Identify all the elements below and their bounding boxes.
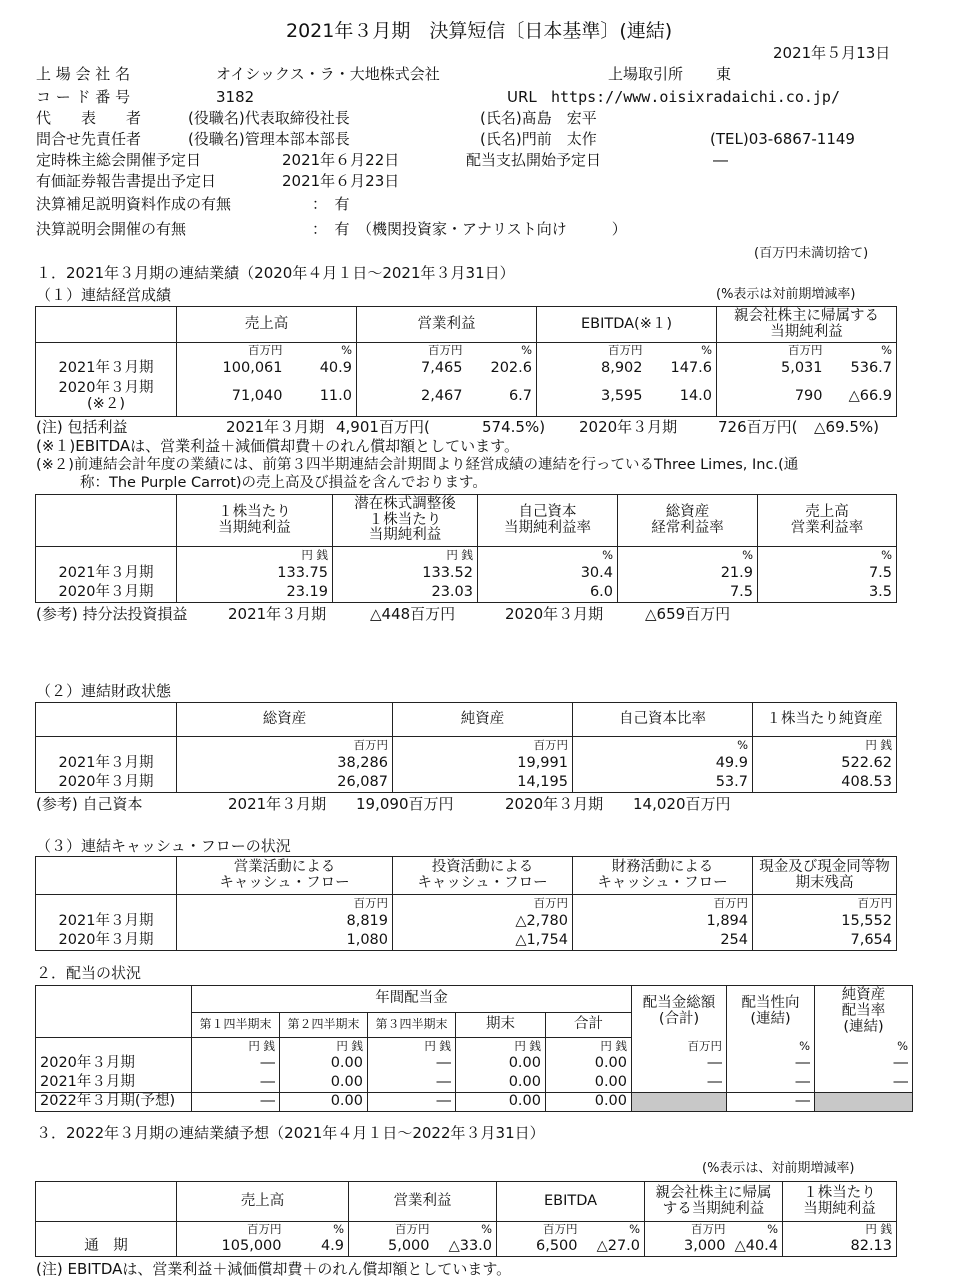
unit-cell: 百万円 bbox=[177, 895, 393, 913]
contact-label: 問合せ先責任者 bbox=[36, 130, 142, 148]
header-total-assets: 総資産 bbox=[177, 703, 393, 737]
unit-cell: % bbox=[827, 343, 897, 359]
listed-name: オイシックス・ラ・大地株式会社 bbox=[216, 65, 440, 83]
header-net-income-line1: 親会社株主に帰属する bbox=[734, 307, 880, 324]
ref-equity-value2: 14,020百万円 bbox=[633, 795, 731, 813]
unit-cell: 百万円 bbox=[177, 343, 287, 359]
value-cell: 14.0 bbox=[647, 379, 717, 417]
table-row bbox=[36, 774, 897, 793]
note-comprehensive-income-year2: 2020年３月期 bbox=[579, 418, 678, 436]
unit-cell: 円 銭 bbox=[783, 1222, 897, 1238]
value-cell: 790 bbox=[717, 379, 827, 417]
row-label: 2020年３月期 bbox=[36, 584, 177, 603]
unit-cell: % bbox=[730, 1222, 783, 1238]
exchange-label: 上場取引所 bbox=[608, 65, 684, 83]
value-cell: 6,500 bbox=[497, 1238, 582, 1257]
value-cell: 26,087 bbox=[177, 774, 393, 793]
note-comprehensive-income-pct1: 574.5%) bbox=[482, 418, 546, 436]
value-cell: 7,465 bbox=[357, 359, 467, 379]
header-line: 財務活動による bbox=[611, 858, 714, 875]
value-cell: 522.62 bbox=[753, 755, 897, 774]
ref-equity-method-year2: 2020年３月期 bbox=[505, 605, 604, 623]
value-cell: 5,031 bbox=[717, 359, 827, 379]
table-row bbox=[36, 932, 897, 951]
ref-equity-year1: 2021年３月期 bbox=[228, 795, 327, 813]
corner-cell bbox=[36, 307, 177, 343]
unit-cell: 百万円 bbox=[177, 1222, 286, 1238]
value-cell: 53.7 bbox=[573, 774, 753, 793]
unit-cell: 百万円 bbox=[177, 737, 393, 755]
ref-equity-method-label: (参考) 持分法投資損益 bbox=[36, 605, 188, 623]
header-sales: 売上高 bbox=[177, 1182, 349, 1222]
row-label-line1: 2020年３月期 bbox=[58, 380, 154, 397]
table-row bbox=[36, 1238, 897, 1257]
value-cell: ― bbox=[727, 1055, 815, 1074]
code: 3182 bbox=[216, 88, 255, 106]
rep-label: 代 表 者 bbox=[36, 109, 142, 127]
value-cell: 0.00 bbox=[280, 1093, 368, 1112]
header-line: する当期純利益 bbox=[662, 1200, 765, 1217]
header-roa bbox=[618, 495, 758, 547]
section3-pct-note: (%表示は、対前期増減率) bbox=[702, 1161, 855, 1176]
row-label bbox=[36, 379, 177, 417]
unit-cell: 百万円 bbox=[717, 343, 827, 359]
value-cell: 1,080 bbox=[177, 932, 393, 951]
shaded-cell bbox=[632, 1093, 727, 1112]
row-label: 2020年３月期 bbox=[36, 774, 177, 793]
table-row bbox=[36, 359, 897, 379]
unit-note: (百万円未満切捨て) bbox=[754, 246, 869, 261]
header-line: (連結) bbox=[843, 1018, 884, 1035]
code-label: コ ー ド 番 号 bbox=[36, 88, 131, 106]
table-row-forecast bbox=[36, 1093, 913, 1112]
dividends-table bbox=[35, 985, 913, 1112]
unit-cell: % bbox=[647, 343, 717, 359]
header-line: 営業利益率 bbox=[790, 519, 864, 536]
unit-cell: 百万円 bbox=[632, 1038, 727, 1055]
row-label: 2020年３月期 bbox=[36, 932, 177, 951]
unit-cell: 百万円 bbox=[349, 1222, 434, 1238]
header-q3: 第３四半期末 bbox=[368, 1013, 456, 1038]
value-cell: 3,595 bbox=[537, 379, 647, 417]
rep-name: (氏名)髙島 宏平 bbox=[480, 109, 597, 127]
note-prior-year-a: (※２)前連結会計年度の業績には、前第３四半期連結会計期間より経営成績の連結を行っているThree Limes, Inc.(通 bbox=[36, 457, 799, 473]
unit-cell: 円 銭 bbox=[753, 737, 897, 755]
value-cell: 8,902 bbox=[537, 359, 647, 379]
header-line: 期末残高 bbox=[795, 874, 854, 891]
forecast-table bbox=[35, 1181, 897, 1257]
unit-cell: 円 銭 bbox=[456, 1038, 546, 1055]
value-cell: 8,819 bbox=[177, 913, 393, 932]
header-eps bbox=[783, 1182, 897, 1222]
unit-cell: % bbox=[618, 547, 758, 565]
unit-cell: % bbox=[467, 343, 537, 359]
header-total-dividend bbox=[632, 986, 727, 1038]
row-label: 2021年３月期 bbox=[36, 913, 177, 932]
row-label: 2021年３月期 bbox=[36, 359, 177, 379]
exchange: 東 bbox=[716, 65, 732, 83]
value-cell: 38,286 bbox=[177, 755, 393, 774]
section2-title: ２．配当の状況 bbox=[36, 964, 142, 982]
agm-date: 2021年６月22日 bbox=[282, 151, 400, 169]
pct-note: (%表示は対前期増減率) bbox=[716, 287, 856, 302]
contact-tel: (TEL)03-6867-1149 bbox=[710, 130, 855, 148]
row-label: 2021年３月期 bbox=[36, 1074, 192, 1093]
value-cell: 133.52 bbox=[333, 565, 478, 584]
ref-equity-label: (参考) 自己資本 bbox=[36, 795, 143, 813]
header-line: 潜在株式調整後 bbox=[354, 495, 456, 512]
value-cell: 2,467 bbox=[357, 379, 467, 417]
unit-cell: % bbox=[758, 547, 897, 565]
table-row bbox=[36, 755, 897, 774]
financial-position-table bbox=[35, 702, 897, 793]
header-cash-end bbox=[753, 857, 897, 895]
value-cell: 7.5 bbox=[758, 565, 897, 584]
value-cell: 254 bbox=[573, 932, 753, 951]
value-cell: 14,195 bbox=[393, 774, 573, 793]
header-year-end: 期末 bbox=[456, 1013, 546, 1038]
per-share-table bbox=[35, 494, 897, 603]
note-comprehensive-income-value2: 726百万円( bbox=[718, 418, 798, 436]
value-cell: 23.03 bbox=[333, 584, 478, 603]
header-line: 親会社株主に帰属 bbox=[655, 1184, 772, 1201]
value-cell: 11.0 bbox=[287, 379, 357, 417]
header-operating-cf bbox=[177, 857, 393, 895]
header-ebitda: EBITDA(※１) bbox=[537, 307, 717, 343]
header-investing-cf bbox=[393, 857, 573, 895]
table-row bbox=[36, 379, 897, 417]
value-cell: ― bbox=[815, 1074, 913, 1093]
table-row bbox=[36, 1055, 913, 1074]
ref-equity-year2: 2020年３月期 bbox=[505, 795, 604, 813]
note-comprehensive-income-year1: 2021年３月期 bbox=[226, 418, 325, 436]
value-cell: △2,780 bbox=[393, 913, 573, 932]
value-cell: 0.00 bbox=[280, 1055, 368, 1074]
value-cell: 100,061 bbox=[177, 359, 287, 379]
value-cell: 15,552 bbox=[753, 913, 897, 932]
value-cell: ― bbox=[368, 1055, 456, 1074]
value-cell: 105,000 bbox=[177, 1238, 286, 1257]
header-net-assets: 純資産 bbox=[393, 703, 573, 737]
table-row bbox=[36, 1074, 913, 1093]
header-line: 当期純利益 bbox=[803, 1200, 876, 1217]
header-q1: 第１四半期末 bbox=[192, 1013, 280, 1038]
note-comprehensive-income-pct2: △69.5%) bbox=[814, 418, 880, 436]
unit-cell: % bbox=[815, 1038, 913, 1055]
header-line: １株当たり bbox=[218, 503, 291, 520]
ref-equity-method-value2: △659百万円 bbox=[645, 605, 731, 623]
header-ebitda: EBITDA bbox=[497, 1182, 645, 1222]
row-label: 2022年３月期(予想) bbox=[36, 1093, 192, 1112]
supp-value: ： 有 bbox=[312, 195, 350, 213]
agm-label: 定時株主総会開催予定日 bbox=[36, 151, 202, 169]
note-prior-year-b: 称：The Purple Carrot)の売上高及び損益を含んでおります。 bbox=[80, 475, 487, 491]
value-cell: 4.9 bbox=[286, 1238, 349, 1257]
cash-flow-table bbox=[35, 856, 897, 951]
header-line: 売上高 bbox=[805, 503, 849, 520]
header-line: キャッシュ・フロー bbox=[219, 874, 350, 891]
value-cell: ― bbox=[632, 1074, 727, 1093]
header-line: (連結) bbox=[750, 1010, 791, 1027]
table-row bbox=[36, 913, 897, 932]
header-doe bbox=[815, 986, 913, 1038]
contact-name: (氏名)門前 太作 bbox=[480, 130, 597, 148]
header-line: 現金及び現金同等物 bbox=[759, 858, 890, 875]
note-ebitda: (※１)EBITDAは、営業利益＋減価償却費＋のれん償却額としています。 bbox=[36, 437, 519, 455]
header-operating-income: 営業利益 bbox=[349, 1182, 497, 1222]
header-line: 総資産 bbox=[665, 503, 710, 520]
value-cell: 0.00 bbox=[546, 1093, 632, 1112]
header-line: 当期純利益 bbox=[368, 527, 442, 544]
header-eps bbox=[177, 495, 333, 547]
unit-cell: 円 銭 bbox=[546, 1038, 632, 1055]
value-cell: 0.00 bbox=[456, 1055, 546, 1074]
header-line: 投資活動による bbox=[431, 858, 534, 875]
unit-cell: 円 銭 bbox=[368, 1038, 456, 1055]
header-q2: 第２四半期末 bbox=[280, 1013, 368, 1038]
unit-cell: 円 銭 bbox=[192, 1038, 280, 1055]
value-cell: 536.7 bbox=[827, 359, 897, 379]
unit-cell: 百万円 bbox=[645, 1222, 730, 1238]
section1-sub2: （２）連結財政状態 bbox=[36, 682, 172, 700]
operating-results-table bbox=[35, 306, 897, 417]
value-cell: 0.00 bbox=[456, 1074, 546, 1093]
ref-equity-value1: 19,090百万円 bbox=[356, 795, 454, 813]
value-cell: ― bbox=[192, 1093, 280, 1112]
value-cell: △27.0 bbox=[582, 1238, 645, 1257]
document-date: 2021年５月13日 bbox=[773, 44, 891, 62]
header-line: キャッシュ・フロー bbox=[597, 874, 728, 891]
value-cell: 19,991 bbox=[393, 755, 573, 774]
section1-sub1: （１）連結経営成績 bbox=[36, 286, 172, 304]
unit-cell: % bbox=[573, 737, 753, 755]
shaded-cell bbox=[815, 1093, 913, 1112]
value-cell: ― bbox=[192, 1074, 280, 1093]
value-cell: 49.9 bbox=[573, 755, 753, 774]
value-cell: ― bbox=[815, 1055, 913, 1074]
unit-cell: 円 銭 bbox=[177, 547, 333, 565]
header-line: 営業活動による bbox=[233, 858, 336, 875]
value-cell: 21.9 bbox=[618, 565, 758, 584]
value-cell: △40.4 bbox=[730, 1238, 783, 1257]
unit-cell: 百万円 bbox=[537, 343, 647, 359]
header-annual-dividend: 年間配当金 bbox=[192, 986, 632, 1013]
value-cell: 5,000 bbox=[349, 1238, 434, 1257]
rep-title: (役職名)代表取締役社長 bbox=[188, 109, 350, 127]
div-start: ― bbox=[713, 151, 728, 169]
note-comprehensive-income-label: (注) 包括利益 bbox=[36, 418, 128, 436]
header-bps: １株当たり純資産 bbox=[753, 703, 897, 737]
header-payout-ratio bbox=[727, 986, 815, 1038]
supp-label: 決算補足説明資料作成の有無 bbox=[36, 195, 232, 213]
value-cell: ― bbox=[192, 1055, 280, 1074]
value-cell: 0.00 bbox=[280, 1074, 368, 1093]
header-line: １株当たり bbox=[803, 1184, 876, 1201]
value-cell: ― bbox=[368, 1074, 456, 1093]
url-link[interactable]: https://www.oisixradaichi.co.jp/ bbox=[551, 88, 840, 106]
value-cell: 133.75 bbox=[177, 565, 333, 584]
value-cell: 6.0 bbox=[478, 584, 618, 603]
header-sales: 売上高 bbox=[177, 307, 357, 343]
header-total: 合計 bbox=[546, 1013, 632, 1038]
header-financing-cf bbox=[573, 857, 753, 895]
header-line: １株当たり bbox=[368, 511, 442, 528]
section1-sub3: （３）連結キャッシュ・フローの状況 bbox=[36, 837, 291, 855]
value-cell: 0.00 bbox=[456, 1093, 546, 1112]
unit-cell: 百万円 bbox=[393, 895, 573, 913]
value-cell: ― bbox=[632, 1055, 727, 1074]
row-label: 2020年３月期 bbox=[36, 1055, 192, 1074]
header-line: キャッシュ・フロー bbox=[417, 874, 548, 891]
header-line: 自己資本 bbox=[518, 503, 577, 520]
contact-title: (役職名)管理本部本部長 bbox=[188, 130, 350, 148]
unit-cell: 百万円 bbox=[357, 343, 467, 359]
note-comprehensive-income-value1: 4,901百万円( bbox=[336, 418, 430, 436]
value-cell: △33.0 bbox=[434, 1238, 497, 1257]
value-cell: 0.00 bbox=[546, 1055, 632, 1074]
value-cell: 3,000 bbox=[645, 1238, 730, 1257]
value-cell: 82.13 bbox=[783, 1238, 897, 1257]
listed-name-label: 上 場 会 社 名 bbox=[36, 65, 131, 83]
unit-cell: 百万円 bbox=[573, 895, 753, 913]
table-row bbox=[36, 584, 897, 603]
ref-equity-method-value1: △448百万円 bbox=[370, 605, 456, 623]
unit-cell: % bbox=[434, 1222, 497, 1238]
value-cell: △66.9 bbox=[827, 379, 897, 417]
header-net-income bbox=[717, 307, 897, 343]
unit-cell: % bbox=[727, 1038, 815, 1055]
value-cell: 7,654 bbox=[753, 932, 897, 951]
value-cell: 6.7 bbox=[467, 379, 537, 417]
value-cell: 40.9 bbox=[287, 359, 357, 379]
header-line: 配当金総額 bbox=[642, 994, 716, 1011]
header-diluted-eps bbox=[333, 495, 478, 547]
unit-cell: % bbox=[286, 1222, 349, 1238]
header-line: 配当率 bbox=[841, 1002, 886, 1019]
section3-note: (注) EBITDAは、営業利益＋減価償却費＋のれん償却額としています。 bbox=[36, 1260, 512, 1278]
header-line: 配当性向 bbox=[741, 994, 800, 1011]
header-line: 当期純利益率 bbox=[504, 519, 591, 536]
section1-title: １．2021年３月期の連結業績（2020年４月１日～2021年３月31日） bbox=[36, 264, 515, 282]
ref-equity-method-year1: 2021年３月期 bbox=[228, 605, 327, 623]
row-label: 2021年３月期 bbox=[36, 565, 177, 584]
value-cell: 23.19 bbox=[177, 584, 333, 603]
value-cell: ― bbox=[368, 1093, 456, 1112]
section3-title: ３．2022年３月期の連結業績予想（2021年４月１日～2022年３月31日） bbox=[36, 1124, 545, 1142]
unit-cell: 百万円 bbox=[393, 737, 573, 755]
table-row bbox=[36, 565, 897, 584]
header-net-income-line2: 当期純利益 bbox=[770, 323, 843, 340]
value-cell: 7.5 bbox=[618, 584, 758, 603]
unit-cell: % bbox=[582, 1222, 645, 1238]
header-equity-ratio: 自己資本比率 bbox=[573, 703, 753, 737]
value-cell: 3.5 bbox=[758, 584, 897, 603]
briefing-label: 決算説明会開催の有無 bbox=[36, 220, 187, 238]
header-line: 経常利益率 bbox=[651, 519, 724, 536]
unit-cell: 百万円 bbox=[497, 1222, 582, 1238]
unit-cell: % bbox=[287, 343, 357, 359]
value-cell: 71,040 bbox=[177, 379, 287, 417]
report-date: 2021年６月23日 bbox=[282, 172, 400, 190]
report-label: 有価証券報告書提出予定日 bbox=[36, 172, 217, 190]
value-cell: △1,754 bbox=[393, 932, 573, 951]
unit-cell: 百万円 bbox=[753, 895, 897, 913]
url-label: URL bbox=[507, 88, 537, 106]
row-label: 2021年３月期 bbox=[36, 755, 177, 774]
unit-cell: 円 銭 bbox=[333, 547, 478, 565]
corner-cell bbox=[36, 986, 192, 1038]
value-cell: 30.4 bbox=[478, 565, 618, 584]
document-title: 2021年３月期 決算短信〔日本基準〕(連結) bbox=[286, 20, 673, 42]
header-line: 純資産 bbox=[841, 986, 886, 1003]
header-operating-income: 営業利益 bbox=[357, 307, 537, 343]
div-start-label: 配当支払開始予定日 bbox=[466, 151, 602, 169]
unit-cell: 円 銭 bbox=[280, 1038, 368, 1055]
value-cell: ― bbox=[727, 1093, 815, 1112]
value-cell: 408.53 bbox=[753, 774, 897, 793]
header-roe bbox=[478, 495, 618, 547]
value-cell: 202.6 bbox=[467, 359, 537, 379]
row-label: 通 期 bbox=[36, 1238, 177, 1257]
value-cell: 1,894 bbox=[573, 913, 753, 932]
header-operating-margin bbox=[758, 495, 897, 547]
unit-cell: % bbox=[478, 547, 618, 565]
value-cell: 147.6 bbox=[647, 359, 717, 379]
header-net-income bbox=[645, 1182, 783, 1222]
row-label-line2: (※２) bbox=[87, 396, 125, 413]
header-line: 当期純利益 bbox=[218, 519, 291, 536]
briefing-value: ： 有 （機関投資家・アナリスト向け ） bbox=[312, 220, 627, 238]
header-line: (合計) bbox=[658, 1010, 700, 1027]
value-cell: ― bbox=[727, 1074, 815, 1093]
value-cell: 0.00 bbox=[546, 1074, 632, 1093]
